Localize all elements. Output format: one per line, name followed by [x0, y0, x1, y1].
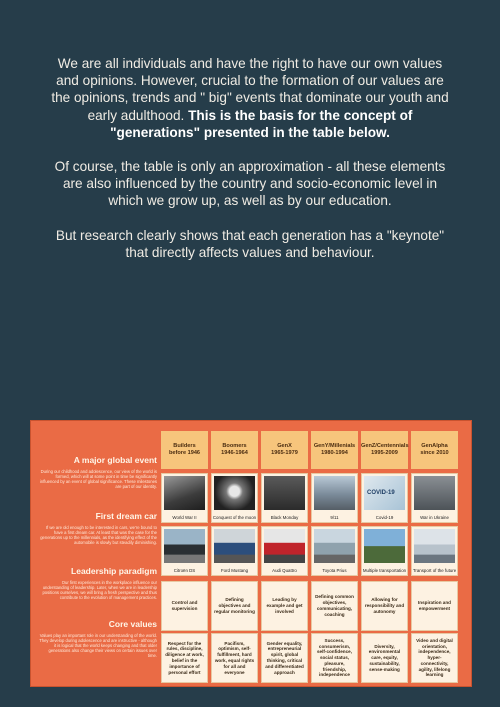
cell-caption: Audi Quattro — [272, 568, 297, 573]
ford-mustang-photo — [214, 529, 255, 563]
covid-19-photo — [364, 476, 405, 510]
column-header-boomers — [211, 431, 258, 469]
cell-boomers-global-event — [211, 473, 258, 523]
toyota-prius-photo — [314, 529, 355, 563]
column-years: since 2010 — [420, 450, 449, 456]
cell-genalpha-core-values: Video and digital orientation, independence, hyper-connectivity, agility, lifelong learning — [411, 633, 458, 683]
cell-builders-core-values: Respect for the rules, discipline, diligence at work, belief in the importance of personal effort — [161, 633, 208, 683]
row-title: A major global event — [73, 455, 157, 465]
column-name: Builders — [173, 443, 196, 449]
row-description: During our childhood and adolescence, our view of the world is formed, which will at some point in time be significantly influenced by an event of global significance. These milestones are part of our identity. — [39, 469, 157, 490]
cell-caption: Conquest of the moon — [212, 515, 257, 520]
cell-caption: War in Ukraine — [420, 515, 449, 520]
column-years: 1946-1964 — [221, 450, 248, 456]
cell-caption: World War II — [172, 515, 197, 520]
cell-caption: 9/11 — [330, 515, 339, 520]
row-title: First dream car — [95, 511, 157, 521]
intro-paragraph-3: But research clearly shows that each generation has a "keynote" that directly affects values and behaviour. — [55, 227, 445, 260]
intro-p1-plain: We are all individuals and have the right to have our own values and opinions. However, crucial to the formation of our values are the opinions, trends and " big" events that dominate our youth and early adulthood. — [51, 56, 449, 123]
black-monday-photo — [264, 476, 305, 510]
cell-genz-core-values: Diversity, environmental care, equity, sustainability, sense-making — [361, 633, 408, 683]
row-header-leadership — [39, 566, 157, 600]
cell-genz-dream-car — [361, 526, 408, 576]
moon-landing-photo — [214, 476, 255, 510]
cell-genx-core-values: Gender equality, entrepreneurial spirit, global thinking, critical and differentiated approach — [261, 633, 308, 683]
future-transport-photo — [414, 529, 455, 563]
intro-paragraph-1 — [50, 55, 450, 141]
cell-builders-global-event — [161, 473, 208, 523]
intro-text — [50, 55, 450, 278]
cell-boomers-dream-car — [211, 526, 258, 576]
row-header-core-values — [39, 619, 157, 658]
row-header-dream-car — [39, 511, 157, 545]
citroen-ds-photo — [164, 529, 205, 563]
cell-genalpha-dream-car — [411, 526, 458, 576]
cell-builders-leadership: Control and supervision — [161, 581, 208, 631]
cell-geny-leadership: Defining common objectives, communicating, coaching — [311, 581, 358, 631]
column-name: GenY/Millenials — [313, 443, 356, 449]
column-years: 1980-1994 — [321, 450, 348, 456]
cell-geny-core-values: Success, consumerism, self-confidence, social status, pleasure, friendship, independence — [311, 633, 358, 683]
row-description: Values play an important role in our understanding of the world. They develop during adolescence and are instructive - although it is logical that the world keeps changing and that older generations also change their views on certain issues over time. — [39, 633, 157, 659]
column-header-builders — [161, 431, 208, 469]
intro-p1-bold: This is the basis for the concept of "generations" presented in the table below. — [110, 107, 413, 140]
row-title: Leadership paradigm — [71, 566, 157, 576]
multiple-transportation-photo — [364, 529, 405, 563]
cell-caption: Multiple transportation — [362, 568, 407, 573]
covid-19-photo-label: COVID-19 — [367, 490, 395, 496]
row-header-global-event — [39, 455, 157, 489]
world-war-ii-photo — [164, 476, 205, 510]
row-description: If we are old enough to be interested in cars, we're bound to have a first dream car. At least that was the case for the generations up to the millennials, as the identifying effect of the automobile is slowly but steadily diminishing. — [40, 525, 157, 546]
cell-genx-leadership: Leading by example and get involved — [261, 581, 308, 631]
cell-genz-global-event — [361, 473, 408, 523]
war-in-ukraine-photo — [414, 476, 455, 510]
cell-genalpha-global-event — [411, 473, 458, 523]
cell-builders-dream-car — [161, 526, 208, 576]
cell-caption: Covid-19 — [375, 515, 394, 520]
cell-boomers-leadership: Defining objectives and regular monitoring — [211, 581, 258, 631]
audi-quattro-photo — [264, 529, 305, 563]
column-header-geny — [311, 431, 358, 469]
cell-genx-global-event — [261, 473, 308, 523]
column-years: 1965-1979 — [271, 450, 298, 456]
generations-table — [30, 420, 472, 687]
column-name: GenX — [277, 443, 292, 449]
cell-genalpha-leadership: Inspiration and empowerment — [411, 581, 458, 631]
intro-paragraph-2: Of course, the table is only an approximation - all these elements are also influenced by the country and socio-economic level in which we grow up, as well as by our education. — [54, 159, 446, 209]
cell-genx-dream-car — [261, 526, 308, 576]
cell-caption: Ford Mustang — [220, 568, 249, 573]
column-name: Boomers — [222, 443, 247, 449]
column-header-genalpha — [411, 431, 458, 469]
column-header-genz — [361, 431, 408, 469]
column-header-genx — [261, 431, 308, 469]
cell-geny-dream-car — [311, 526, 358, 576]
cell-boomers-core-values: Pacifism, optimism, self-fulfillment, hard work, equal rights for all and everyone — [211, 633, 258, 683]
cell-caption: Toyota Prius — [322, 568, 347, 573]
cell-caption: Citroën DS — [173, 568, 196, 573]
cell-genz-leadership: Allowing for responsibility and autonomy — [361, 581, 408, 631]
cell-geny-global-event — [311, 473, 358, 523]
column-name: GenZ/Centennials — [361, 443, 409, 449]
cell-caption: Black Monday — [270, 515, 299, 520]
column-name: GenAlpha — [421, 443, 448, 449]
september-11-photo — [314, 476, 355, 510]
cell-caption: Transport of the future — [412, 568, 457, 573]
row-description: Our first experiences in the workplace influence our understanding of leadership. Later, when we are in leadership positions ourselves, we will bring a fresh perspective and thus contribute to the evolution of management practices. — [42, 580, 157, 601]
column-years: 1995-2009 — [371, 450, 398, 456]
row-title: Core values — [108, 619, 157, 629]
column-years: before 1946 — [168, 450, 201, 456]
